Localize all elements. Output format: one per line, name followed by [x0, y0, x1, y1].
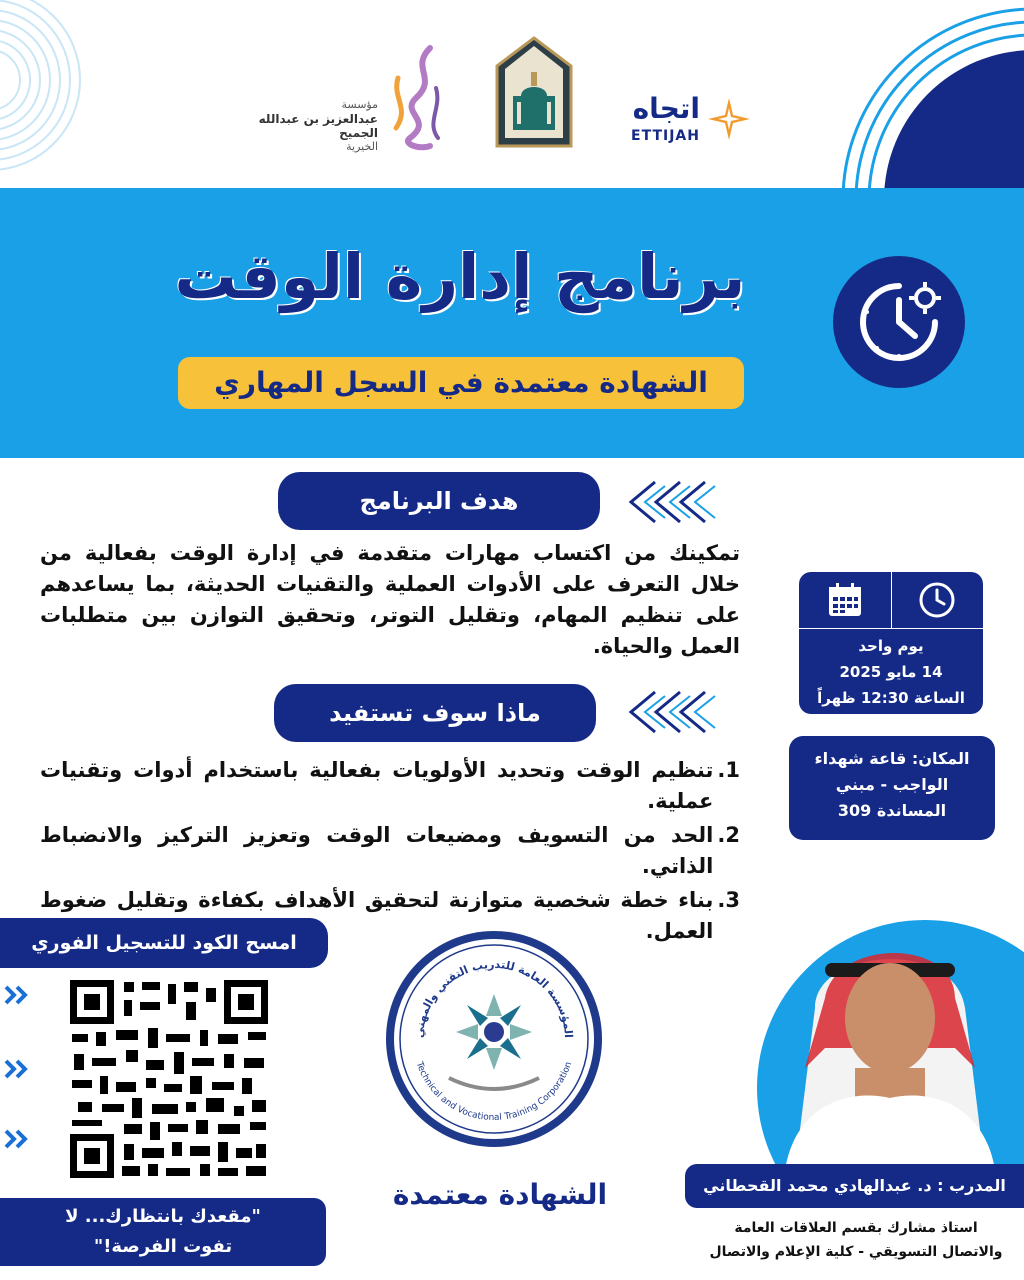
location-line2: الواجب - مبني — [835, 775, 949, 794]
ettijah-star-icon — [706, 96, 752, 142]
double-chevron-icon — [2, 1058, 32, 1080]
registration-qr-code[interactable] — [68, 978, 270, 1180]
trainer-description — [695, 1216, 1017, 1264]
list-item-text: تنظيم الوقت وتحديد الأولويات بفعالية باستخدام أدوات وتقنيات عملية. — [40, 758, 714, 813]
schedule-time: الساعة 12:30 ظهراً — [817, 689, 965, 707]
foundation-line3: الخيرية — [346, 140, 378, 153]
trainer-photo — [755, 918, 1024, 1170]
scan-qr-label: امسح الكود للتسجيل الفوري — [0, 918, 328, 968]
trainer-desc-line2: والاتصال التسويقي - كلية الإعلام والاتصال — [709, 1244, 1003, 1260]
location-box — [789, 736, 995, 840]
schedule-date: 14 مايو 2025 — [839, 663, 943, 681]
clock-icon — [891, 572, 984, 628]
location-line3: المساندة 309 — [837, 801, 947, 820]
decorative-corner-arcs — [834, 0, 1024, 190]
benefits-heading: ماذا سوف تستفيد — [274, 684, 596, 742]
list-item-text: الحد من التسويف ومضيعات الوقت وتعزيز التركيز والانضباط الذاتي. — [40, 823, 714, 878]
tvtc-seal-logo — [383, 928, 605, 1150]
list-item-text: بناء خطة شخصية متوازنة لتحقيق الأهداف بكفاءة وتقليل ضغوط العمل. — [40, 888, 714, 943]
motivation-quote — [0, 1198, 326, 1266]
trainer-desc-line1: استاذ مشارك بقسم العلاقات العامة — [734, 1220, 978, 1236]
trainer-name: المدرب : د. عبدالهادي محمد القحطاني — [685, 1164, 1024, 1208]
ettijah-arabic: اتجاه — [632, 92, 700, 125]
goal-heading: هدف البرنامج — [278, 472, 600, 530]
double-chevron-icon — [2, 1128, 32, 1150]
foundation-logo-text — [250, 98, 378, 154]
list-item — [40, 755, 740, 817]
chevrons-decoration — [625, 478, 730, 526]
foundation-line2: عبدالعزيز بن عبدالله الجميح — [258, 112, 378, 140]
imam-university-logo — [495, 36, 573, 148]
quote-line1: "مقعدك بانتظارك... لا — [65, 1206, 261, 1227]
ettijah-logo — [612, 92, 752, 150]
foundation-calligraphy-logo — [380, 38, 448, 158]
schedule-box — [799, 572, 983, 714]
list-item-number: 2. — [717, 823, 740, 847]
foundation-line1: مؤسسة — [341, 98, 378, 111]
list-item-number: 1. — [717, 758, 740, 782]
program-title: برنامج إدارة الوقت — [174, 240, 746, 313]
double-chevron-icon — [2, 984, 32, 1006]
calendar-icon — [799, 572, 891, 628]
clock-gear-icon — [833, 256, 965, 388]
chevrons-decoration — [625, 688, 730, 736]
location-line1: المكان: قاعة شهداء — [814, 749, 970, 768]
list-item-number: 3. — [717, 888, 740, 912]
goal-paragraph: تمكينك من اكتساب مهارات متقدمة في إدارة الوقت بفعالية من خلال التعرف على الأدوات العملية والتقنيات الحديثة، بما يساعدهم على تنظيم المهام، وتقليل التوتر، وتحقيق التوازن بين متطلبات العمل والحياة. — [40, 541, 740, 658]
certified-label: الشهادة معتمدة — [392, 1178, 608, 1211]
seal-arabic-text: المؤسسة العامة للتدريب التقني والمهني — [412, 957, 576, 1039]
certificate-subtitle: الشهادة معتمدة في السجل المهاري — [178, 357, 744, 409]
schedule-day: يوم واحد — [858, 637, 924, 655]
decorative-arcs — [0, 0, 90, 175]
quote-line2: تفوت الفرصة!" — [93, 1236, 233, 1257]
list-item — [40, 820, 740, 882]
seal-english-text: Technical and Vocational Training Corporation — [413, 1060, 575, 1124]
ettijah-english: ETTIJAH — [631, 128, 700, 144]
